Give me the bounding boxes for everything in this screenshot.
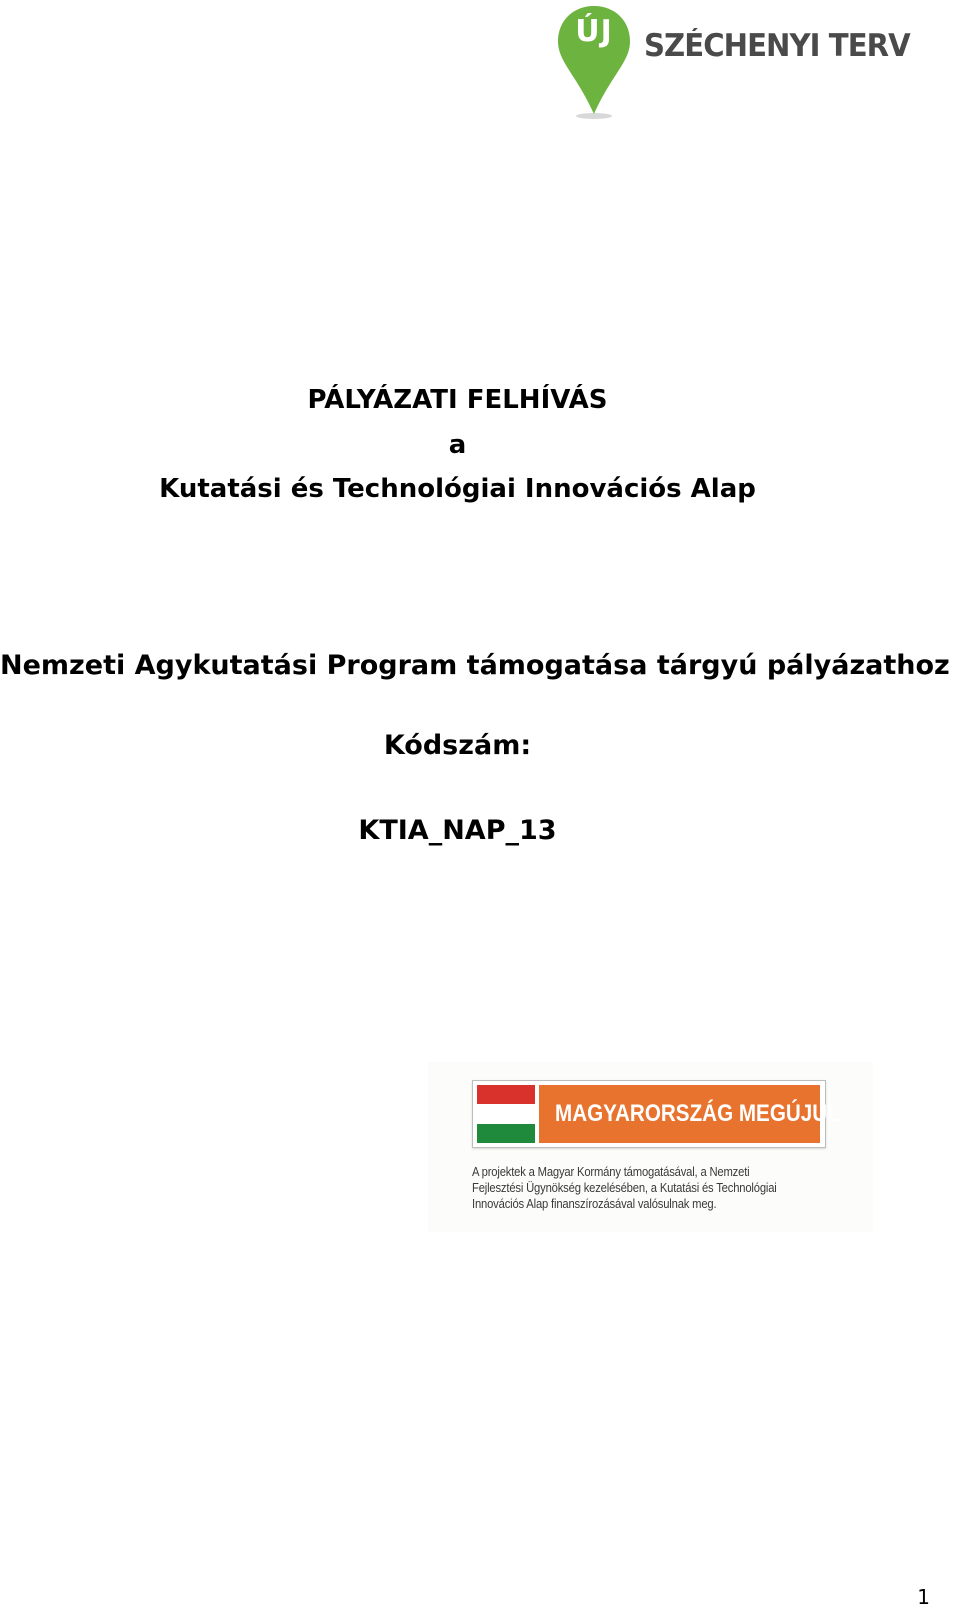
logo-brand-text: SZÉCHENYI TERV — [644, 28, 910, 64]
disclaimer-line: Innovációs Alap finanszírozásával valósulnak meg. — [472, 1197, 717, 1211]
banner-text: MAGYARORSZÁG MEGÚJUL — [555, 1100, 840, 1127]
document-title: PÁLYÁZATI FELHÍVÁS — [307, 385, 608, 415]
hungarian-flag-icon — [477, 1085, 535, 1143]
funding-disclaimer — [472, 1164, 852, 1212]
szechenyi-terv-logo — [556, 4, 936, 122]
fund-name: Kutatási és Technológiai Innovációs Alap — [159, 474, 756, 504]
banner-orange-box — [539, 1085, 840, 1143]
flag-banner — [472, 1080, 840, 1148]
code-label: Kódszám: — [383, 730, 532, 761]
document-subject: Nemzeti Agykutatási Program támogatása tárgyú pályázathoz — [0, 650, 950, 681]
code-value: KTIA_NAP_13 — [358, 815, 557, 846]
page-number: 1 — [917, 1585, 930, 1609]
magyarorszag-megujul-banner — [428, 1062, 873, 1232]
disclaimer-line: A projektek a Magyar Kormány támogatásával, a Nemzeti — [472, 1165, 750, 1179]
title-connector: a — [448, 430, 467, 460]
disclaimer-line: Fejlesztési Ügynökség kezelésében, a Kutatási és Technológiai — [472, 1181, 777, 1195]
logo-pin-text: ÚJ — [575, 14, 613, 49]
